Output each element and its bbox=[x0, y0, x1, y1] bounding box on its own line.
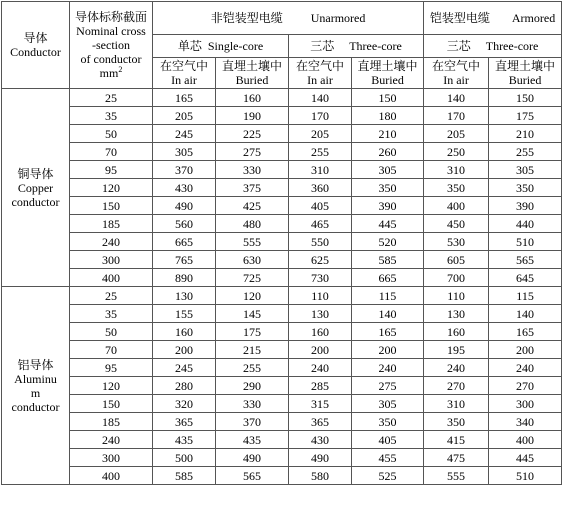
ampacity-cell: 240 bbox=[352, 359, 424, 377]
header-in-air-1 bbox=[153, 58, 216, 89]
header-unarmored bbox=[153, 2, 424, 35]
ampacity-cell: 270 bbox=[489, 377, 562, 395]
ampacity-cell: 550 bbox=[289, 233, 352, 251]
cross-section-cell: 300 bbox=[70, 251, 153, 269]
buried-en: Buried bbox=[235, 73, 269, 87]
table-row bbox=[2, 143, 562, 161]
table-row bbox=[2, 305, 562, 323]
header-three-core-cn-b: 三芯 bbox=[446, 39, 471, 53]
ampacity-cell: 435 bbox=[153, 431, 216, 449]
cross-section-cell: 120 bbox=[70, 377, 153, 395]
table-row bbox=[2, 341, 562, 359]
header-cross-section-unit bbox=[70, 66, 152, 80]
cross-section-cell: 70 bbox=[70, 341, 153, 359]
ampacity-cell: 290 bbox=[216, 377, 289, 395]
ampacity-cell: 275 bbox=[352, 377, 424, 395]
ampacity-cell: 440 bbox=[489, 215, 562, 233]
ampacity-cell: 520 bbox=[352, 233, 424, 251]
table-row bbox=[2, 179, 562, 197]
ampacity-cell: 580 bbox=[289, 467, 352, 485]
ampacity-cell: 250 bbox=[424, 143, 489, 161]
ampacity-cell: 435 bbox=[216, 431, 289, 449]
table-row bbox=[2, 287, 562, 305]
conductor-group-label-en-1: Aluminu bbox=[14, 371, 57, 386]
table-row bbox=[2, 431, 562, 449]
in-air-cn: 在空气中 bbox=[159, 59, 208, 73]
table-row bbox=[2, 449, 562, 467]
ampacity-cell: 180 bbox=[352, 107, 424, 125]
cross-section-cell: 240 bbox=[70, 431, 153, 449]
ampacity-cell: 190 bbox=[216, 107, 289, 125]
ampacity-cell: 165 bbox=[489, 323, 562, 341]
ampacity-cell: 240 bbox=[489, 359, 562, 377]
header-buried-1 bbox=[216, 58, 289, 89]
ampacity-cell: 400 bbox=[489, 431, 562, 449]
header-three-core-en-b: Three-core bbox=[485, 39, 539, 53]
ampacity-cell: 330 bbox=[216, 161, 289, 179]
buried-en: Buried bbox=[371, 73, 404, 87]
ampacity-cell: 405 bbox=[289, 197, 352, 215]
ampacity-cell: 565 bbox=[216, 467, 289, 485]
cross-section-cell: 300 bbox=[70, 449, 153, 467]
ampacity-cell: 305 bbox=[352, 395, 424, 413]
buried-cn: 直埋土壤中 bbox=[357, 59, 418, 73]
cross-section-cell: 240 bbox=[70, 233, 153, 251]
ampacity-table bbox=[1, 1, 562, 485]
table-row bbox=[2, 467, 562, 485]
ampacity-cell: 130 bbox=[424, 305, 489, 323]
cross-section-cell: 120 bbox=[70, 179, 153, 197]
ampacity-cell: 370 bbox=[216, 413, 289, 431]
ampacity-cell: 890 bbox=[153, 269, 216, 287]
conductor-group-label bbox=[2, 287, 70, 485]
table-row bbox=[2, 359, 562, 377]
header-single-core-en: Single-core bbox=[207, 39, 264, 53]
ampacity-cell: 310 bbox=[424, 395, 489, 413]
ampacity-cell: 270 bbox=[424, 377, 489, 395]
conductor-group-label-cn: 铜导体 bbox=[17, 166, 54, 181]
table-row bbox=[2, 107, 562, 125]
header-in-air-3 bbox=[424, 58, 489, 89]
conductor-group-label-en-3: conductor bbox=[11, 399, 60, 414]
ampacity-cell: 365 bbox=[153, 413, 216, 431]
ampacity-cell: 370 bbox=[153, 161, 216, 179]
ampacity-cell: 475 bbox=[424, 449, 489, 467]
ampacity-cell: 585 bbox=[352, 251, 424, 269]
header-three-core-en: Three-core bbox=[349, 39, 402, 53]
conductor-group-label-en-2: m bbox=[30, 385, 41, 400]
ampacity-cell: 305 bbox=[352, 161, 424, 179]
ampacity-cell: 305 bbox=[489, 161, 562, 179]
table-row bbox=[2, 197, 562, 215]
buried-cn: 直埋土壤中 bbox=[221, 59, 282, 73]
ampacity-cell: 165 bbox=[352, 323, 424, 341]
ampacity-cell: 160 bbox=[153, 323, 216, 341]
in-air-cn: 在空气中 bbox=[432, 59, 481, 73]
ampacity-cell: 210 bbox=[489, 125, 562, 143]
ampacity-cell: 490 bbox=[216, 449, 289, 467]
header-in-air-2 bbox=[289, 58, 352, 89]
header-single-core bbox=[153, 35, 289, 58]
unit-text: mm bbox=[99, 66, 119, 80]
header-armored-cn: 铠装型电缆 bbox=[429, 11, 490, 25]
cross-section-cell: 400 bbox=[70, 269, 153, 287]
cross-section-cell: 150 bbox=[70, 197, 153, 215]
ampacity-cell: 730 bbox=[289, 269, 352, 287]
ampacity-cell: 665 bbox=[352, 269, 424, 287]
ampacity-cell: 115 bbox=[489, 287, 562, 305]
unit-superscript: 2 bbox=[118, 65, 123, 74]
ampacity-cell: 130 bbox=[153, 287, 216, 305]
header-unarmored-cn: 非铠装型电缆 bbox=[210, 11, 283, 25]
header-conductor-cn: 导体 bbox=[23, 31, 48, 45]
ampacity-cell: 350 bbox=[352, 413, 424, 431]
conductor-group-label-cn: 铝导体 bbox=[17, 357, 54, 372]
ampacity-cell: 330 bbox=[216, 395, 289, 413]
ampacity-cell: 445 bbox=[352, 215, 424, 233]
ampacity-cell: 390 bbox=[489, 197, 562, 215]
ampacity-cell: 350 bbox=[424, 179, 489, 197]
ampacity-cell: 140 bbox=[489, 305, 562, 323]
ampacity-cell: 725 bbox=[216, 269, 289, 287]
ampacity-cell: 530 bbox=[424, 233, 489, 251]
header-three-core-cn: 三芯 bbox=[310, 39, 335, 53]
header-conductor bbox=[2, 2, 70, 89]
table-row bbox=[2, 125, 562, 143]
ampacity-cell: 555 bbox=[216, 233, 289, 251]
ampacity-cell: 130 bbox=[289, 305, 352, 323]
ampacity-cell: 625 bbox=[289, 251, 352, 269]
ampacity-cell: 200 bbox=[153, 341, 216, 359]
header-cross-section-en-2: -section bbox=[92, 38, 130, 52]
ampacity-cell: 195 bbox=[424, 341, 489, 359]
cross-section-cell: 185 bbox=[70, 215, 153, 233]
ampacity-cell: 240 bbox=[424, 359, 489, 377]
ampacity-cell: 110 bbox=[424, 287, 489, 305]
ampacity-cell: 315 bbox=[289, 395, 352, 413]
in-air-en: In air bbox=[307, 73, 333, 87]
ampacity-cell: 140 bbox=[424, 89, 489, 107]
ampacity-cell: 630 bbox=[216, 251, 289, 269]
ampacity-cell: 305 bbox=[153, 143, 216, 161]
ampacity-cell: 160 bbox=[424, 323, 489, 341]
ampacity-cell: 120 bbox=[216, 287, 289, 305]
in-air-en: In air bbox=[443, 73, 469, 87]
cross-section-cell: 400 bbox=[70, 467, 153, 485]
ampacity-cell: 310 bbox=[289, 161, 352, 179]
table-row bbox=[2, 233, 562, 251]
in-air-cn: 在空气中 bbox=[295, 59, 344, 73]
ampacity-cell: 280 bbox=[153, 377, 216, 395]
header-row-1 bbox=[2, 2, 562, 35]
ampacity-cell: 425 bbox=[216, 197, 289, 215]
table-row bbox=[2, 323, 562, 341]
ampacity-cell: 400 bbox=[424, 197, 489, 215]
conductor-group-label-en-1: Copper bbox=[17, 180, 54, 195]
ampacity-cell: 365 bbox=[289, 413, 352, 431]
ampacity-cell: 205 bbox=[289, 125, 352, 143]
cross-section-cell: 25 bbox=[70, 287, 153, 305]
header-cross-section-en-3: of conductor bbox=[80, 52, 142, 66]
ampacity-cell: 605 bbox=[424, 251, 489, 269]
ampacity-cell: 560 bbox=[153, 215, 216, 233]
ampacity-cell: 445 bbox=[489, 449, 562, 467]
cross-section-cell: 35 bbox=[70, 305, 153, 323]
cross-section-cell: 50 bbox=[70, 323, 153, 341]
conductor-group-label-en-2: conductor bbox=[11, 194, 60, 209]
ampacity-cell: 665 bbox=[153, 233, 216, 251]
ampacity-cell: 310 bbox=[424, 161, 489, 179]
ampacity-cell: 340 bbox=[489, 413, 562, 431]
ampacity-cell: 110 bbox=[289, 287, 352, 305]
ampacity-cell: 350 bbox=[424, 413, 489, 431]
ampacity-cell: 205 bbox=[424, 125, 489, 143]
ampacity-cell: 155 bbox=[153, 305, 216, 323]
ampacity-cell: 225 bbox=[216, 125, 289, 143]
ampacity-cell: 765 bbox=[153, 251, 216, 269]
ampacity-cell: 565 bbox=[489, 251, 562, 269]
header-buried-3 bbox=[489, 58, 562, 89]
ampacity-cell: 150 bbox=[352, 89, 424, 107]
cross-section-cell: 70 bbox=[70, 143, 153, 161]
cross-section-cell: 35 bbox=[70, 107, 153, 125]
ampacity-cell: 375 bbox=[216, 179, 289, 197]
header-armored-en: Armored bbox=[511, 11, 556, 25]
ampacity-cell: 430 bbox=[289, 431, 352, 449]
ampacity-cell: 350 bbox=[489, 179, 562, 197]
ampacity-cell: 480 bbox=[216, 215, 289, 233]
ampacity-cell: 210 bbox=[352, 125, 424, 143]
table-row bbox=[2, 395, 562, 413]
ampacity-cell: 490 bbox=[153, 197, 216, 215]
table-row bbox=[2, 251, 562, 269]
header-unarmored-en: Unarmored bbox=[310, 11, 366, 25]
ampacity-cell: 145 bbox=[216, 305, 289, 323]
ampacity-cell: 430 bbox=[153, 179, 216, 197]
ampacity-cell: 245 bbox=[153, 125, 216, 143]
cross-section-cell: 150 bbox=[70, 395, 153, 413]
in-air-en: In air bbox=[171, 73, 197, 87]
header-single-core-cn: 单芯 bbox=[177, 39, 202, 53]
table-row bbox=[2, 377, 562, 395]
ampacity-cell: 115 bbox=[352, 287, 424, 305]
table-row bbox=[2, 161, 562, 179]
header-cross-section-cn: 导体标称截面 bbox=[74, 10, 147, 24]
ampacity-cell: 165 bbox=[153, 89, 216, 107]
ampacity-cell: 390 bbox=[352, 197, 424, 215]
ampacity-cell: 200 bbox=[289, 341, 352, 359]
ampacity-cell: 555 bbox=[424, 467, 489, 485]
header-buried-2 bbox=[352, 58, 424, 89]
ampacity-cell: 245 bbox=[153, 359, 216, 377]
table-row bbox=[2, 89, 562, 107]
ampacity-cell: 255 bbox=[489, 143, 562, 161]
ampacity-cell: 275 bbox=[216, 143, 289, 161]
header-armored bbox=[424, 2, 562, 35]
ampacity-cell: 645 bbox=[489, 269, 562, 287]
table-container bbox=[1, 1, 562, 485]
table-row bbox=[2, 269, 562, 287]
ampacity-cell: 455 bbox=[352, 449, 424, 467]
ampacity-cell: 500 bbox=[153, 449, 216, 467]
header-three-core-armored bbox=[424, 35, 562, 58]
buried-cn: 直埋土壤中 bbox=[495, 59, 556, 73]
ampacity-cell: 255 bbox=[216, 359, 289, 377]
ampacity-cell: 175 bbox=[489, 107, 562, 125]
ampacity-cell: 285 bbox=[289, 377, 352, 395]
ampacity-cell: 160 bbox=[289, 323, 352, 341]
ampacity-cell: 150 bbox=[489, 89, 562, 107]
ampacity-cell: 465 bbox=[289, 215, 352, 233]
ampacity-cell: 200 bbox=[489, 341, 562, 359]
ampacity-cell: 510 bbox=[489, 233, 562, 251]
ampacity-cell: 415 bbox=[424, 431, 489, 449]
cross-section-cell: 50 bbox=[70, 125, 153, 143]
ampacity-cell: 320 bbox=[153, 395, 216, 413]
ampacity-cell: 170 bbox=[424, 107, 489, 125]
ampacity-cell: 205 bbox=[153, 107, 216, 125]
table-row bbox=[2, 215, 562, 233]
ampacity-cell: 200 bbox=[352, 341, 424, 359]
ampacity-cell: 360 bbox=[289, 179, 352, 197]
header-cross-section-en-1: Nominal cross bbox=[76, 24, 146, 38]
ampacity-cell: 450 bbox=[424, 215, 489, 233]
cross-section-cell: 185 bbox=[70, 413, 153, 431]
header-cross-section bbox=[70, 2, 153, 89]
ampacity-cell: 525 bbox=[352, 467, 424, 485]
ampacity-cell: 405 bbox=[352, 431, 424, 449]
ampacity-cell: 255 bbox=[289, 143, 352, 161]
ampacity-cell: 240 bbox=[289, 359, 352, 377]
ampacity-cell: 490 bbox=[289, 449, 352, 467]
ampacity-cell: 215 bbox=[216, 341, 289, 359]
ampacity-cell: 510 bbox=[489, 467, 562, 485]
cross-section-cell: 25 bbox=[70, 89, 153, 107]
cross-section-cell: 95 bbox=[70, 161, 153, 179]
table-row bbox=[2, 413, 562, 431]
ampacity-cell: 300 bbox=[489, 395, 562, 413]
ampacity-cell: 140 bbox=[352, 305, 424, 323]
ampacity-cell: 140 bbox=[289, 89, 352, 107]
ampacity-cell: 175 bbox=[216, 323, 289, 341]
conductor-group-label bbox=[2, 89, 70, 287]
ampacity-cell: 350 bbox=[352, 179, 424, 197]
ampacity-cell: 160 bbox=[216, 89, 289, 107]
buried-en: Buried bbox=[508, 73, 542, 87]
cross-section-cell: 95 bbox=[70, 359, 153, 377]
header-three-core-unarmored bbox=[289, 35, 424, 58]
ampacity-cell: 260 bbox=[352, 143, 424, 161]
ampacity-cell: 700 bbox=[424, 269, 489, 287]
ampacity-cell: 585 bbox=[153, 467, 216, 485]
ampacity-cell: 170 bbox=[289, 107, 352, 125]
header-conductor-en: Conductor bbox=[10, 45, 61, 59]
